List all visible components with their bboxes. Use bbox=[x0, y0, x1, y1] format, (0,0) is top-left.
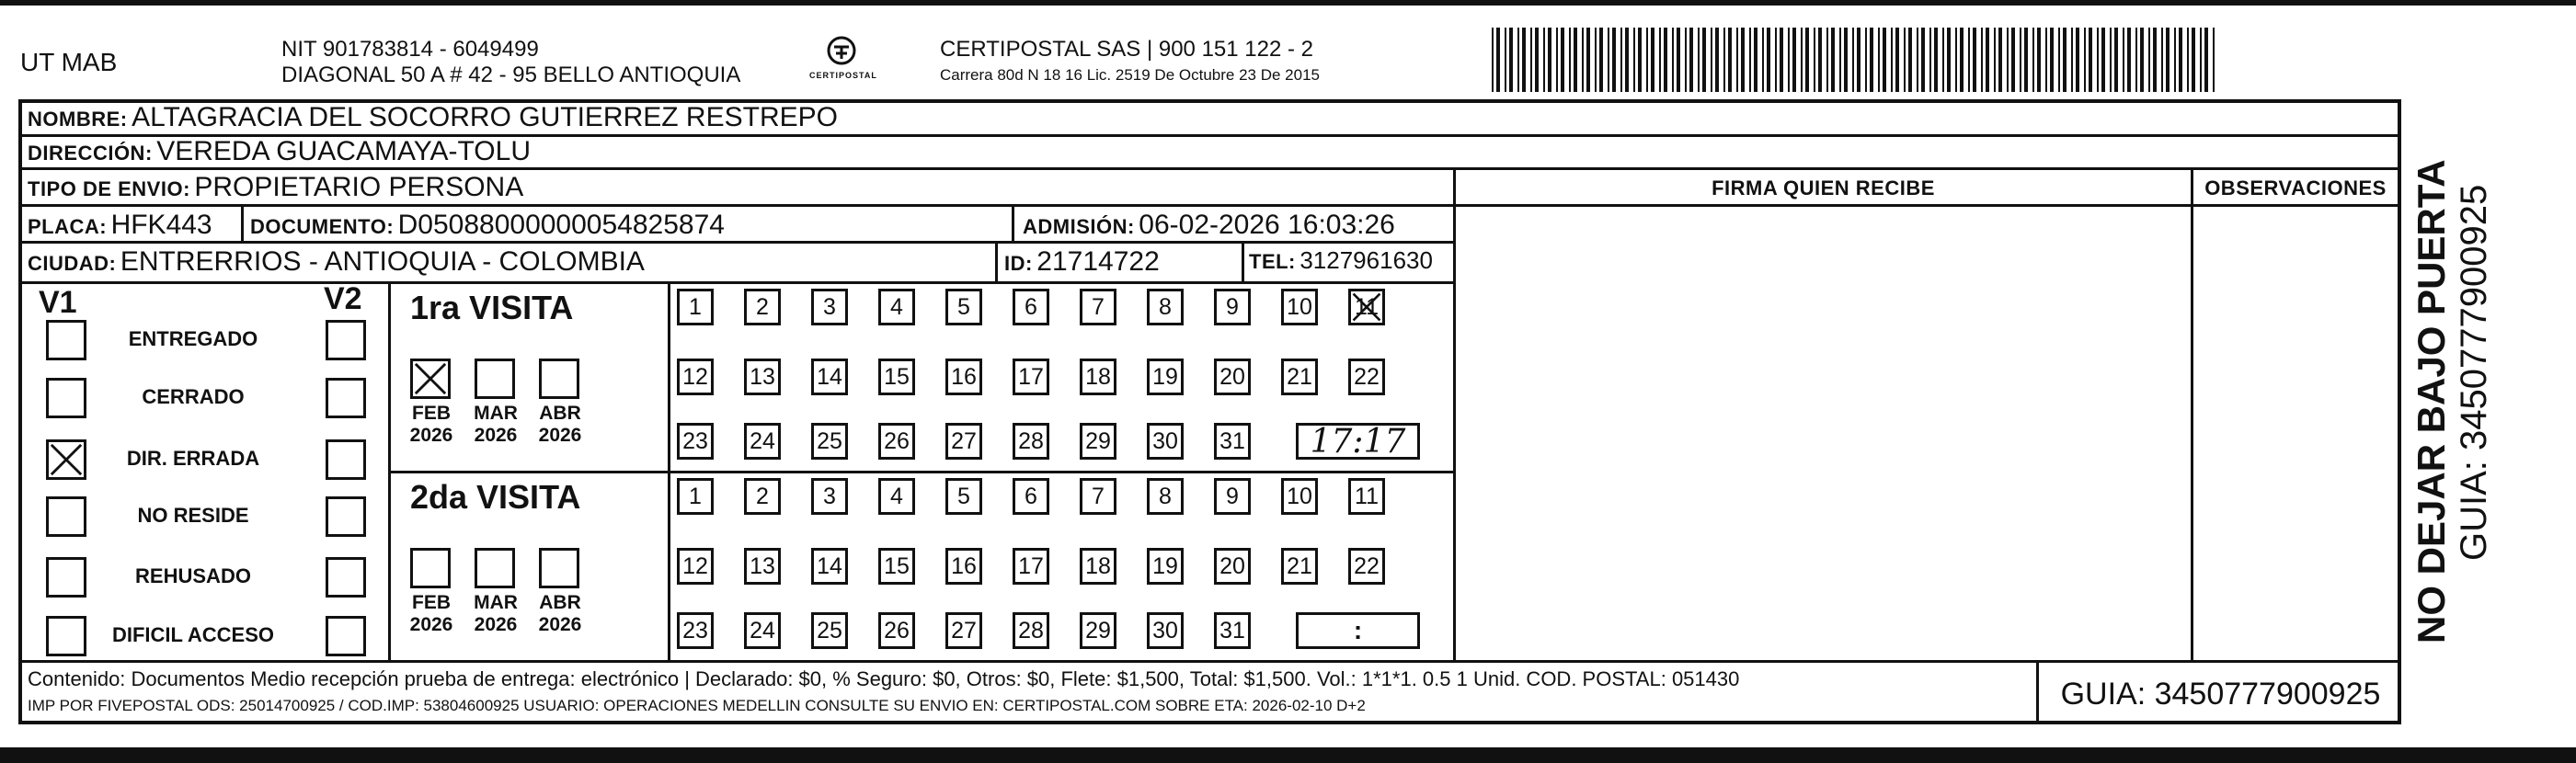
barcode bbox=[1492, 28, 2218, 92]
month-label bbox=[528, 592, 592, 636]
day-number: 3 bbox=[823, 293, 836, 320]
day-number: 4 bbox=[890, 483, 903, 509]
day-box[interactable] bbox=[1281, 359, 1318, 395]
day-number: 25 bbox=[817, 427, 842, 454]
visit-title: 1ra VISITA bbox=[410, 289, 574, 326]
logo-text: CERTIPOSTAL bbox=[809, 71, 877, 80]
day-number: 20 bbox=[1219, 363, 1245, 390]
top-border bbox=[0, 0, 2576, 6]
day-box[interactable] bbox=[811, 289, 848, 325]
day-number: 26 bbox=[884, 617, 910, 643]
month-checkbox[interactable] bbox=[539, 548, 579, 588]
direccion-label: DIRECCIÓN: bbox=[28, 142, 153, 165]
month-checkbox[interactable] bbox=[410, 548, 451, 588]
no-dejar-warning: NO DEJAR BAJO PUERTA bbox=[2410, 159, 2453, 643]
day-number: 1 bbox=[689, 483, 702, 509]
day-box[interactable] bbox=[1147, 612, 1184, 649]
visit-title: 2da VISITA bbox=[410, 478, 581, 516]
day-box[interactable] bbox=[811, 478, 848, 515]
month-label bbox=[464, 592, 528, 636]
day-number: 21 bbox=[1287, 552, 1312, 579]
day-number: 29 bbox=[1085, 427, 1111, 454]
day-box[interactable] bbox=[1214, 478, 1251, 515]
day-number: 28 bbox=[1018, 427, 1044, 454]
day-number: 28 bbox=[1018, 617, 1044, 643]
day-box[interactable] bbox=[1147, 359, 1184, 395]
month-year: 2026 bbox=[538, 614, 582, 635]
day-box[interactable] bbox=[1080, 612, 1116, 649]
v1-checkbox[interactable] bbox=[46, 439, 86, 480]
day-number: 17 bbox=[1018, 363, 1044, 390]
day-number: 27 bbox=[951, 617, 977, 643]
day-number: 15 bbox=[884, 552, 910, 579]
day-box[interactable] bbox=[744, 423, 781, 460]
visit-time-box[interactable] bbox=[1296, 423, 1420, 460]
day-number: 18 bbox=[1085, 363, 1111, 390]
day-number: 1 bbox=[689, 293, 702, 320]
day-number: 10 bbox=[1287, 293, 1312, 320]
day-box[interactable] bbox=[1348, 548, 1385, 585]
day-number: 4 bbox=[890, 293, 903, 320]
placa-label: PLACA: bbox=[28, 215, 108, 238]
day-box[interactable] bbox=[945, 612, 982, 649]
day-box[interactable] bbox=[1013, 423, 1049, 460]
nit: NIT 901783814 - 6049499 bbox=[281, 37, 539, 62]
day-number: 31 bbox=[1219, 427, 1245, 454]
documento-value: D05088000000054825874 bbox=[397, 210, 725, 240]
day-box[interactable] bbox=[677, 548, 714, 585]
day-number: 7 bbox=[1092, 483, 1105, 509]
day-box[interactable] bbox=[1147, 548, 1184, 585]
day-number: 14 bbox=[817, 552, 842, 579]
id-value: 21714722 bbox=[1036, 246, 1160, 277]
tel-label: TEL: bbox=[1249, 250, 1296, 273]
day-box[interactable] bbox=[878, 548, 915, 585]
day-number: 8 bbox=[1159, 293, 1172, 320]
v2-checkbox[interactable] bbox=[326, 616, 366, 656]
day-box[interactable] bbox=[744, 478, 781, 515]
day-box[interactable] bbox=[677, 359, 714, 395]
day-number: 12 bbox=[682, 363, 708, 390]
day-number: 19 bbox=[1152, 552, 1178, 579]
month-label bbox=[399, 592, 464, 636]
day-number: 27 bbox=[951, 427, 977, 454]
day-number: 16 bbox=[951, 552, 977, 579]
day-box[interactable] bbox=[1214, 423, 1251, 460]
day-box[interactable] bbox=[811, 359, 848, 395]
day-box[interactable] bbox=[744, 612, 781, 649]
day-box[interactable] bbox=[1348, 359, 1385, 395]
month-label bbox=[399, 403, 464, 447]
day-box[interactable] bbox=[945, 289, 982, 325]
v1-header: V1 bbox=[39, 285, 77, 320]
day-number: 2 bbox=[756, 483, 769, 509]
month-checkbox[interactable] bbox=[539, 359, 579, 399]
footer-content: Contenido: Documentos Medio recepción prueba de entrega: electrónico | Declarado: $0, % Seguro: $0, Otros: $0, Flete: $1,500, Total: $1,500. Vol.: 1*1*1. 0.5 1 Unid. COD. POSTAL: 051430 bbox=[28, 667, 1740, 690]
day-number: 11 bbox=[1355, 483, 1379, 509]
day-number: 30 bbox=[1152, 617, 1178, 643]
day-number: 10 bbox=[1287, 483, 1312, 509]
month-name: FEB bbox=[412, 592, 451, 613]
day-number: 5 bbox=[957, 293, 970, 320]
day-box[interactable] bbox=[878, 359, 915, 395]
direccion-field bbox=[28, 136, 531, 167]
day-number: 15 bbox=[884, 363, 910, 390]
visit-time: : bbox=[1353, 616, 1363, 644]
sender-address: DIAGONAL 50 A # 42 - 95 BELLO ANTIOQUIA bbox=[281, 63, 741, 87]
day-box[interactable] bbox=[878, 289, 915, 325]
day-number: 29 bbox=[1085, 617, 1111, 643]
v2-checkbox[interactable] bbox=[326, 378, 366, 418]
day-box[interactable] bbox=[1281, 478, 1318, 515]
day-box[interactable] bbox=[1013, 289, 1049, 325]
day-box[interactable] bbox=[878, 478, 915, 515]
v2-checkbox[interactable] bbox=[326, 496, 366, 537]
v2-checkbox[interactable] bbox=[326, 439, 366, 480]
day-box[interactable] bbox=[677, 289, 714, 325]
day-box[interactable] bbox=[1080, 423, 1116, 460]
month-checkbox[interactable] bbox=[475, 359, 515, 399]
day-box[interactable] bbox=[1348, 478, 1385, 515]
placa-value: HFK443 bbox=[110, 210, 212, 240]
id-field bbox=[1004, 246, 1160, 278]
placa-field bbox=[28, 210, 212, 241]
month-name: ABR bbox=[539, 592, 581, 613]
v2-checkbox[interactable] bbox=[326, 557, 366, 598]
day-number: 13 bbox=[750, 363, 775, 390]
day-box[interactable] bbox=[1147, 423, 1184, 460]
day-number: 13 bbox=[750, 552, 775, 579]
month-name: FEB bbox=[412, 403, 451, 424]
tel-field bbox=[1249, 246, 1433, 275]
tipo-envio-field bbox=[28, 172, 523, 203]
ciudad-label: CIUDAD: bbox=[28, 252, 117, 275]
visit-time: 17:17 bbox=[1310, 422, 1406, 461]
day-box[interactable] bbox=[1080, 548, 1116, 585]
footer-imp: IMP POR FIVEPOSTAL ODS: 25014700925 / COD.IMP: 53804600925 USUARIO: OPERACIONES MEDELLIN CONSULTE SU ENVIO EN: CERTIPOSTAL.COM SOBRE ETA: 2026-02-10 D+2 bbox=[28, 697, 1366, 714]
status-label: REHUSADO bbox=[135, 564, 251, 587]
ciudad-field bbox=[28, 246, 645, 278]
day-number: 30 bbox=[1152, 427, 1178, 454]
v1-checkbox[interactable] bbox=[46, 616, 86, 656]
tel-value: 3127961630 bbox=[1299, 246, 1433, 274]
day-number: 6 bbox=[1025, 483, 1037, 509]
day-box[interactable] bbox=[1147, 289, 1184, 325]
day-number: 17 bbox=[1018, 552, 1044, 579]
day-number: 19 bbox=[1152, 363, 1178, 390]
day-number: 26 bbox=[884, 427, 910, 454]
v1-checkbox[interactable] bbox=[46, 496, 86, 537]
check-x-icon bbox=[49, 442, 84, 477]
day-number: 14 bbox=[817, 363, 842, 390]
day-number: 22 bbox=[1354, 552, 1380, 579]
day-box[interactable] bbox=[677, 423, 714, 460]
tipo-envio-value: PROPIETARIO PERSONA bbox=[194, 172, 524, 202]
day-box[interactable] bbox=[1080, 478, 1116, 515]
logo-icon bbox=[823, 35, 860, 66]
month-year: 2026 bbox=[538, 425, 582, 446]
signature-area[interactable] bbox=[1456, 207, 2191, 660]
v2-checkbox[interactable] bbox=[326, 320, 366, 360]
day-box[interactable] bbox=[945, 548, 982, 585]
day-box[interactable] bbox=[1214, 359, 1251, 395]
observaciones-area[interactable] bbox=[2193, 207, 2398, 660]
day-box[interactable] bbox=[1214, 548, 1251, 585]
day-box[interactable] bbox=[1348, 289, 1385, 325]
admision-value: 06-02-2026 16:03:26 bbox=[1139, 210, 1395, 240]
status-label: DIFICIL ACCESO bbox=[111, 623, 274, 646]
month-checkbox[interactable] bbox=[475, 548, 515, 588]
day-box[interactable] bbox=[1147, 478, 1184, 515]
ciudad-value: ENTRERRIOS - ANTIOQUIA - COLOMBIA bbox=[120, 246, 645, 277]
day-box[interactable] bbox=[1214, 612, 1251, 649]
footer-guia: GUIA: 3450777900925 bbox=[2060, 677, 2381, 712]
day-box[interactable] bbox=[1013, 478, 1049, 515]
day-box[interactable] bbox=[1080, 289, 1116, 325]
status-label: CERRADO bbox=[142, 385, 245, 408]
day-number: 23 bbox=[682, 427, 708, 454]
day-number: 21 bbox=[1287, 363, 1312, 390]
day-box[interactable] bbox=[677, 478, 714, 515]
month-name: MAR bbox=[474, 592, 518, 613]
side-guia: GUIA: 3450777900925 bbox=[2454, 184, 2494, 561]
month-label bbox=[528, 403, 592, 447]
day-number: 2 bbox=[756, 293, 769, 320]
day-box[interactable] bbox=[811, 612, 848, 649]
day-number: 9 bbox=[1226, 293, 1239, 320]
firma-header: FIRMA QUIEN RECIBE bbox=[1712, 177, 1935, 199]
day-box[interactable] bbox=[744, 289, 781, 325]
day-box[interactable] bbox=[945, 359, 982, 395]
admision-field bbox=[1023, 210, 1395, 241]
v1-checkbox[interactable] bbox=[46, 557, 86, 598]
v1-checkbox[interactable] bbox=[46, 378, 86, 418]
day-box[interactable] bbox=[1281, 289, 1318, 325]
day-number: 9 bbox=[1226, 483, 1239, 509]
tipo-envio-label: TIPO DE ENVIO: bbox=[28, 177, 190, 200]
day-box[interactable] bbox=[878, 423, 915, 460]
day-box[interactable] bbox=[677, 612, 714, 649]
day-number: 18 bbox=[1085, 552, 1111, 579]
day-box[interactable] bbox=[1013, 548, 1049, 585]
day-number: 24 bbox=[750, 617, 775, 643]
day-box[interactable] bbox=[945, 423, 982, 460]
bottom-border bbox=[0, 747, 2576, 763]
month-label bbox=[464, 403, 528, 447]
documento-label: DOCUMENTO: bbox=[250, 215, 395, 238]
day-number: 12 bbox=[682, 552, 708, 579]
carrier-name: CERTIPOSTAL SAS | 900 151 122 - 2 bbox=[940, 37, 1313, 62]
visit-time-box[interactable] bbox=[1296, 612, 1420, 649]
status-label: NO RESIDE bbox=[137, 504, 249, 527]
day-number: 7 bbox=[1092, 293, 1105, 320]
month-name: MAR bbox=[474, 403, 518, 424]
month-name: ABR bbox=[539, 403, 581, 424]
day-number: 25 bbox=[817, 617, 842, 643]
v1-checkbox[interactable] bbox=[46, 320, 86, 360]
day-box[interactable] bbox=[811, 423, 848, 460]
day-number: 5 bbox=[957, 483, 970, 509]
day-number: 8 bbox=[1159, 483, 1172, 509]
month-year: 2026 bbox=[409, 425, 453, 446]
day-number: 31 bbox=[1219, 617, 1245, 643]
documento-field bbox=[250, 210, 725, 241]
status-label: ENTREGADO bbox=[128, 327, 258, 350]
day-box[interactable] bbox=[1281, 548, 1318, 585]
day-number: 3 bbox=[823, 483, 836, 509]
direccion-value: VEREDA GUACAMAYA-TOLU bbox=[156, 136, 531, 166]
day-number: 23 bbox=[682, 617, 708, 643]
nombre-value: ALTAGRACIA DEL SOCORRO GUTIERREZ RESTREPO bbox=[132, 102, 838, 132]
month-year: 2026 bbox=[474, 614, 518, 635]
day-box[interactable] bbox=[1013, 359, 1049, 395]
month-checkbox[interactable] bbox=[410, 359, 451, 399]
nombre-field bbox=[28, 102, 838, 133]
check-x-icon bbox=[1351, 291, 1382, 323]
day-box[interactable] bbox=[878, 612, 915, 649]
check-x-icon bbox=[413, 361, 448, 396]
day-box[interactable] bbox=[1080, 359, 1116, 395]
day-box[interactable] bbox=[945, 478, 982, 515]
carrier-license: Carrera 80d N 18 16 Lic. 2519 De Octubre 23 De 2015 bbox=[940, 66, 1320, 84]
day-number: 6 bbox=[1025, 293, 1037, 320]
admision-label: ADMISIÓN: bbox=[1023, 215, 1135, 238]
v2-header: V2 bbox=[324, 281, 362, 316]
company-short: UT MAB bbox=[20, 48, 118, 76]
status-label: DIR. ERRADA bbox=[126, 447, 260, 470]
day-number: 11 bbox=[1355, 293, 1379, 320]
nombre-label: NOMBRE: bbox=[28, 108, 128, 131]
day-number: 16 bbox=[951, 363, 977, 390]
day-box[interactable] bbox=[1013, 612, 1049, 649]
month-year: 2026 bbox=[409, 614, 453, 635]
day-box[interactable] bbox=[1214, 289, 1251, 325]
day-number: 20 bbox=[1219, 552, 1245, 579]
certipostal-logo bbox=[809, 35, 877, 80]
day-box[interactable] bbox=[744, 548, 781, 585]
day-box[interactable] bbox=[811, 548, 848, 585]
month-year: 2026 bbox=[474, 425, 518, 446]
observaciones-header: OBSERVACIONES bbox=[2204, 177, 2387, 199]
day-number: 22 bbox=[1354, 363, 1380, 390]
day-number: 24 bbox=[750, 427, 775, 454]
id-label: ID: bbox=[1004, 252, 1033, 275]
day-box[interactable] bbox=[744, 359, 781, 395]
